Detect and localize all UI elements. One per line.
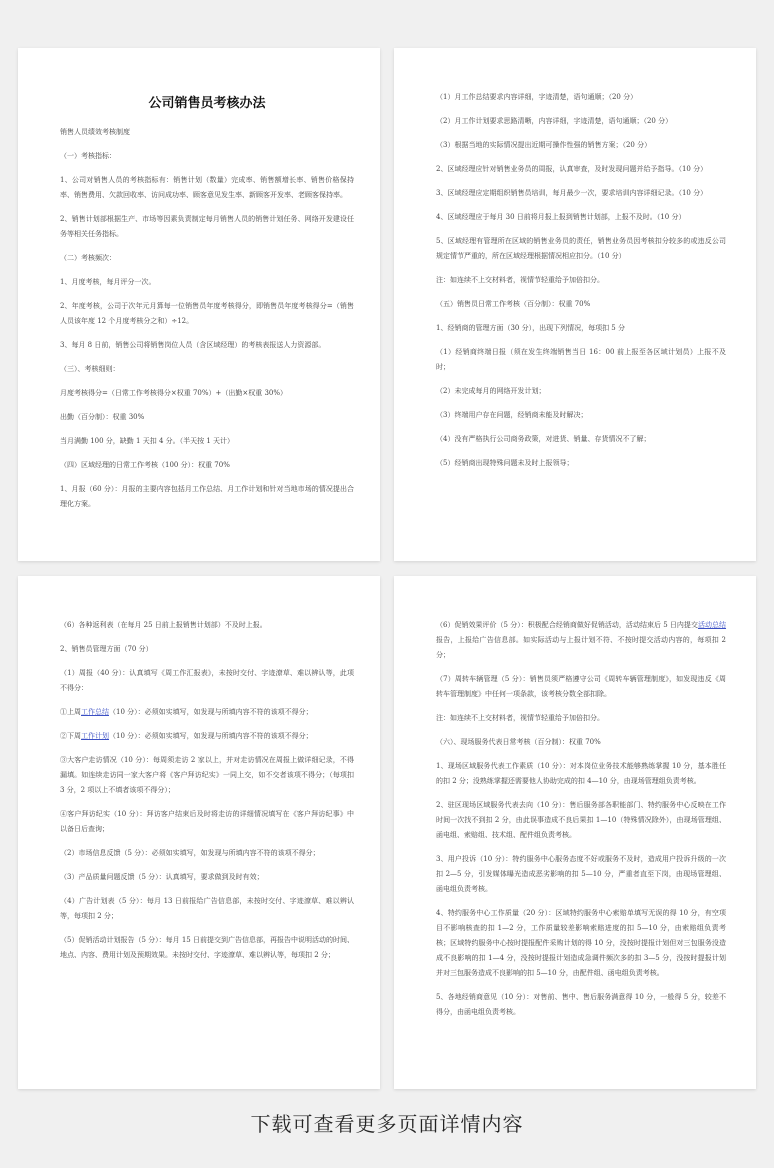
paragraph: 3、每月 8 日前，销售公司将销售岗位人员（含区域经理）的考核表报送人力资源部。 <box>60 341 326 349</box>
page-2-paragraphs <box>436 90 726 471</box>
paragraph-text: （3）产品质量问题反馈（5 分）：认真填写，要求做到及时有效； <box>60 873 264 881</box>
paragraph <box>60 807 354 837</box>
paragraph <box>436 618 726 663</box>
paragraph: 销售人员绩效考核制度 <box>60 128 130 136</box>
paragraph-text: 报告，上报给广告信息部。如实际活动与上报计划不符、不按时提交活动内容的，每项扣 2 分； <box>436 636 726 659</box>
paragraph <box>436 906 726 981</box>
paragraph-text: （10 分）：必须如实填写，如发现与所填内容不符的该项不得分； <box>109 708 313 716</box>
paragraph: 2、区域经理应针对销售业务员的周报，认真审查，及时发现问题并给予指导。（10 分） <box>436 165 708 173</box>
paragraph: 出勤（百分制）：权重 30% <box>60 413 145 421</box>
paragraph <box>60 870 354 885</box>
document-page-4 <box>394 576 756 1089</box>
paragraph <box>436 672 726 702</box>
paragraph-text: ②下周 <box>60 732 81 740</box>
paragraph: 4、区域经理应于每月 30 日前将月报上报到销售计划部，上报不及时。（10 分） <box>436 213 686 221</box>
paragraph-text: 2、驻区现场区域服务代表去向（10 分）：售后服务部各职能部门、特约服务中心反映在工作时间一次找不到扣 2 分，由此误事造成不良后果扣 1—10（特殊情况除外），由现场管理组、函电组、索赔组、技术组、配件组负责考核。 <box>436 801 726 839</box>
paragraph: （1）经销商终端日报（须在发生终端销售当日 16：00 前上报至各区域计划员）上报不及时； <box>436 348 726 371</box>
paragraph <box>436 735 726 750</box>
paragraph-text: 注：如连续不上交材料者，视情节轻重给予加倍扣分。 <box>436 714 604 722</box>
paragraph: 当月满勤 100 分，缺勤 1 天扣 4 分。（半天按 1 天计） <box>60 437 235 445</box>
download-more-caption: 下载可查看更多页面详情内容 <box>250 1112 524 1136</box>
document-page-1 <box>18 48 380 561</box>
paragraph: （二）考核频次： <box>60 254 116 262</box>
paragraph: 2、销售计划部根据生产、市场等因素负责制定每月销售人员的销售计划任务、网络开发建设任务等相关任务指标。 <box>60 215 354 238</box>
document-page-3 <box>18 576 380 1089</box>
paragraph <box>60 933 354 963</box>
paragraph <box>60 846 354 861</box>
inline-link[interactable]: 工作计划 <box>81 732 109 740</box>
paragraph <box>60 618 354 633</box>
paragraph: （2）未完成每月的网络开发计划； <box>436 387 546 395</box>
paragraph <box>60 705 354 720</box>
paragraph <box>436 759 726 789</box>
paragraph: （1）月工作总结要求内容详细，字迹清楚，语句通顺；（20 分） <box>436 93 638 101</box>
paragraph-text: ③大客户走访情况（10 分）：每周须走访 2 家以上，并对走访情况在周报上做详细记录，不得漏填。如连续走访同一家大客户将《客户拜访纪实》一同上交，如不交者该项不得分；（每项扣 3 分，2 项以上不填者该项不得分）； <box>60 756 354 794</box>
paragraph: 1、月度考核，每月评分一次。 <box>60 278 156 286</box>
paragraph: 月度考核得分=（日常工作考核得分×权重 70%）+（出勤×权重 30%） <box>60 389 288 397</box>
paragraph: （三）、考核细则： <box>60 365 120 373</box>
paragraph-text: 1、现场区域服务代表工作素质（10 分）：对本岗位业务技术能够熟练掌握 10 分，基本胜任的扣 2 分；没熟练掌握还需要他人协助完成的扣 4—10 分，由现场管理组负责考核。 <box>436 762 726 785</box>
paragraph: （5）经销商出现特殊问题未及时上报领导； <box>436 459 574 467</box>
paragraph-text: （1）周报（40 分）：认真填写《周工作汇报表》，未按时交付、字迹潦草、难以辨认等，此项不得分： <box>60 669 354 692</box>
paragraph-text: 2、销售员管理方面（70 分） <box>60 645 153 653</box>
paragraph: （2）月工作计划要求思路清晰，内容详细，字迹清楚，语句通顺；（20 分） <box>436 117 673 125</box>
paragraph <box>60 894 354 924</box>
paragraph-text: （2）市场信息反馈（5 分）：必须如实填写，如发现与所填内容不符的该项不得分； <box>60 849 320 857</box>
paragraph: 1、经销商的管理方面（30 分），出现下列情况，每项扣 5 分 <box>436 324 625 332</box>
document-page-2 <box>394 48 756 561</box>
paragraph: （4）没有严格执行公司商务政策，对进货、销量、存货情况不了解； <box>436 435 651 443</box>
paragraph: 2、年度考核，公司于次年元月算每一位销售员年度考核得分，即销售员年度考核得分=（销售人员该年度 12 个月度考核分之和）÷12。 <box>60 302 354 325</box>
paragraph <box>436 711 726 726</box>
paragraph <box>60 753 354 798</box>
paragraph: （五）销售员日常工作考核（百分制）：权重 70% <box>436 300 591 308</box>
paragraph-text: 5、各地经销商意见（10 分）：对售前、售中、售后服务满意得 10 分，一般得 5 分，较差不得分，由函电组负责考核。 <box>436 993 726 1016</box>
paragraph: 1、月报（60 分）：月报的主要内容包括月工作总结、月工作计划和针对当地市场的情况提出合理化方案。 <box>60 485 354 508</box>
paragraph <box>436 990 726 1020</box>
paragraph-text: ④客户拜访纪实（10 分）：拜访客户结束后及时将走访的详细情况填写在《客户拜访纪事》中以备日后查询； <box>60 810 354 833</box>
paragraph-text: （6）促销效果评价（5 分）：积极配合经销商做好促销活动，活动结束后 5 日内提交 <box>436 621 698 629</box>
paragraph-text: （5）促销活动计划报告（5 分）：每月 15 日前提交到广告信息部，再报告中说明活动的时间、地点、内容、费用计划及预期效果。未按时交付、字迹潦草、难以辨认等，每项扣 2 分； <box>60 936 354 959</box>
inline-link[interactable]: 工作总结 <box>81 708 109 716</box>
paragraph: （四）区域经理的日常工作考核（100 分）：权重 70% <box>60 461 230 469</box>
paragraph: 5、区域经理有管理所在区域的销售业务员的责任，销售业务员因考核扣分较多的或违反公司规定情节严重的，所在区域经理根据情况相应扣分。（10 分） <box>436 237 726 260</box>
paragraph <box>436 798 726 843</box>
document-title: 公司销售员考核办法 <box>148 96 266 111</box>
paragraph: 3、区域经理应定期组织销售员培训，每月最少一次，要求培训内容详细记录。（10 分） <box>436 189 708 197</box>
inline-link[interactable]: 活动总结 <box>697 621 727 629</box>
paragraph <box>60 642 354 657</box>
paragraph: （一）考核指标： <box>60 152 116 160</box>
paragraph-text: ①上周 <box>60 708 81 716</box>
page-3-paragraphs <box>60 618 354 963</box>
paragraph-text: 3、用户投诉（10 分）：特约服务中心服务态度不好或服务不及时，造成用户投诉升级的一次扣 2—5 分，引发媒体曝光造成恶劣影响的扣 5—10 分，严重者直至下岗，由现场管理组、函电组负责考核。 <box>436 855 726 893</box>
page-1-paragraphs <box>60 125 354 512</box>
paragraph-text: （六）、现场服务代表日常考核（百分制）：权重 70% <box>436 738 601 746</box>
paragraph-text: （10 分）：必须如实填写，如发现与所填内容不符的该项不得分； <box>109 732 313 740</box>
paragraph: 1、公司对销售人员的考核指标有：销售计划（数量）完成率、销售额增长率、销售价格保持率、销售费用、欠款回收率、访问成功率、顾客意见发生率、新顾客开发率、老顾客保持率。 <box>60 176 354 199</box>
paragraph-text: 4、特约服务中心工作质量（20 分）：区域特约服务中心索赔单填写无误的得 10 分，有空项目不影响核查的扣 1—2 分，工作质量较差影响索赔进度的扣 5—10 分，由索赔组负责考核；区域特约服务中心按时提报配件采购计划的得 10 分，没按时提报计划但对三包服务没造成不良影响的扣 1—4 分，没按时提报计划造成急调件频次多的扣 3—5 分，没按时提报计划并对三包服务造成不良影响的扣 5—10 分，由配件组、函电组负责考核。 <box>436 909 726 977</box>
paragraph: （3）根据当地的实际情况提出近期可操作性强的销售方案；（20 分） <box>436 141 652 149</box>
paragraph-text: （7）周转车辆管理（5 分）：销售员须严格遵守公司《周转车辆管理制度》，如发现违反《周转车管理制度》中任何一项条款，该考核分数全部扣除。 <box>436 675 726 698</box>
paragraph <box>60 666 354 696</box>
paragraph-text: （6）各种返利表（在每月 25 日前上报销售计划部）不及时上报。 <box>60 621 267 629</box>
paragraph <box>436 852 726 897</box>
page-4-paragraphs <box>436 618 726 1020</box>
paragraph <box>60 729 354 744</box>
paragraph: 注：如连续不上交材料者，视情节轻重给予加倍扣分。 <box>436 276 604 284</box>
paragraph: （3）终端用户存在问题，经销商未能及时解决； <box>436 411 588 419</box>
paragraph-text: （4）广告计划表（5 分）：每月 13 日前报给广告信息部，未按时交付、字迹潦草、难以辨认等，每项扣 2 分； <box>60 897 354 920</box>
